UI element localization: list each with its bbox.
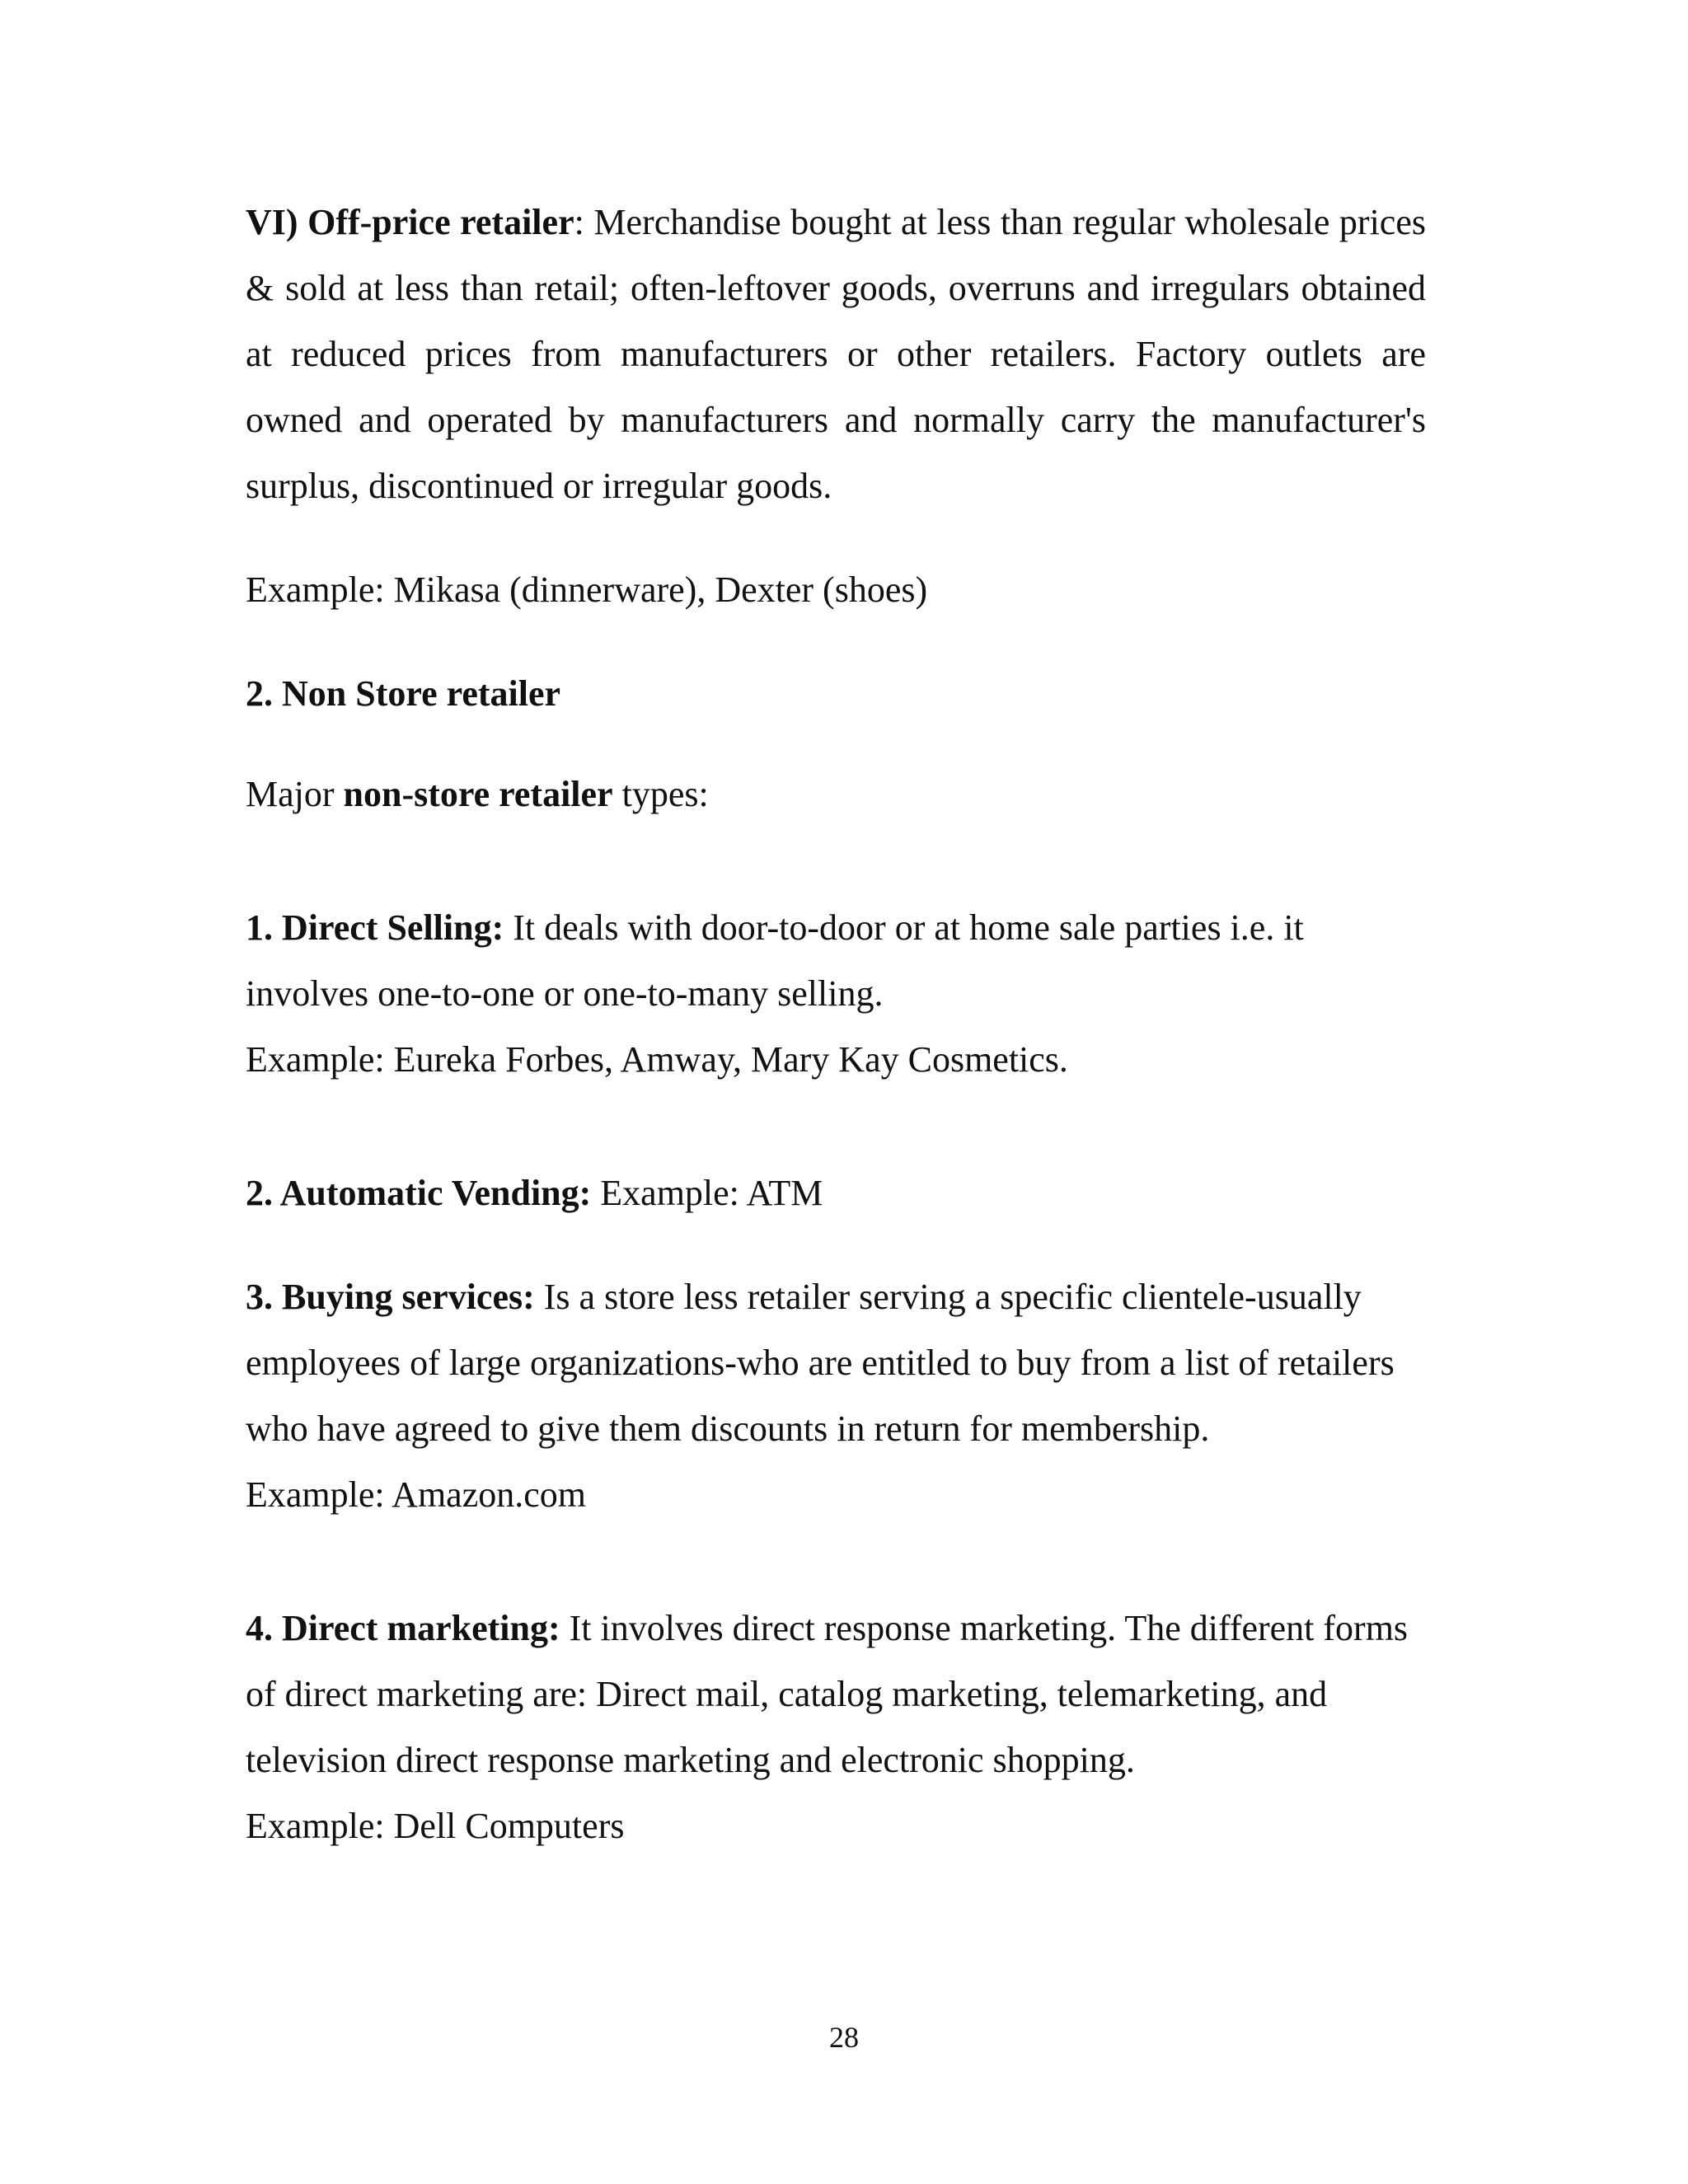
direct-selling-example: Example: Eureka Forbes, Amway, Mary Kay Cosmetics.: [246, 1039, 1068, 1080]
page-content: [246, 190, 1426, 1859]
direct-selling-paragraph: [246, 895, 1426, 1027]
buying-services-block: [246, 1264, 1426, 1528]
non-store-intro-bold: non-store retailer: [343, 774, 613, 814]
off-price-retailer-text: : Merchandise bought at less than regular wholesale prices & sold at less than retail; often-leftover goods, overruns and irregulars obtained at reduced prices from manufacturers or other retailers. Factory outlets are owned and operated by manufacturers and normally carry the manufacturer's surplus, discontinued or irregular goods.: [246, 202, 1426, 506]
automatic-vending-text: Example: ATM: [591, 1173, 823, 1213]
automatic-vending-label: 2. Automatic Vending:: [246, 1173, 592, 1213]
non-store-intro: [246, 762, 1426, 827]
direct-marketing-block: [246, 1596, 1426, 1859]
non-store-heading: [246, 661, 1426, 727]
buying-services-text: Is a store less retailer serving a specific clientele-usually employees of large organizations-who are entitled to buy from a list of retailers who have agreed to give them discounts in return for membership.: [246, 1277, 1395, 1449]
non-store-intro-after: types:: [612, 774, 709, 814]
non-store-heading-text: 2. Non Store retailer: [246, 673, 561, 714]
direct-selling-label: 1. Direct Selling:: [246, 907, 504, 948]
direct-selling-block: [246, 895, 1426, 1093]
off-price-retailer-label: VI) Off-price retailer: [246, 202, 574, 242]
buying-services-example: Example: Amazon.com: [246, 1474, 586, 1515]
direct-marketing-example: Example: Dell Computers: [246, 1806, 625, 1846]
off-price-retailer-example: Example: Mikasa (dinnerware), Dexter (shoes): [246, 569, 928, 610]
direct-marketing-label: 4. Direct marketing:: [246, 1608, 560, 1648]
direct-selling-text: It deals with door-to-door or at home sale parties i.e. it involves one-to-one or one-to-many selling.: [246, 907, 1304, 1014]
direct-marketing-paragraph: [246, 1596, 1426, 1793]
non-store-intro-before: Major: [246, 774, 344, 814]
page-number: 28: [829, 2021, 859, 2054]
off-price-retailer-paragraph: [246, 190, 1426, 519]
buying-services-label: 3. Buying services:: [246, 1277, 535, 1317]
buying-services-paragraph: [246, 1264, 1426, 1462]
automatic-vending-paragraph: [246, 1160, 1426, 1226]
direct-marketing-text: It involves direct response marketing. The different forms of direct marketing are: Direct mail, catalog marketing, telemarketing, and television direct response marketing and electronic shopping.: [246, 1608, 1409, 1780]
